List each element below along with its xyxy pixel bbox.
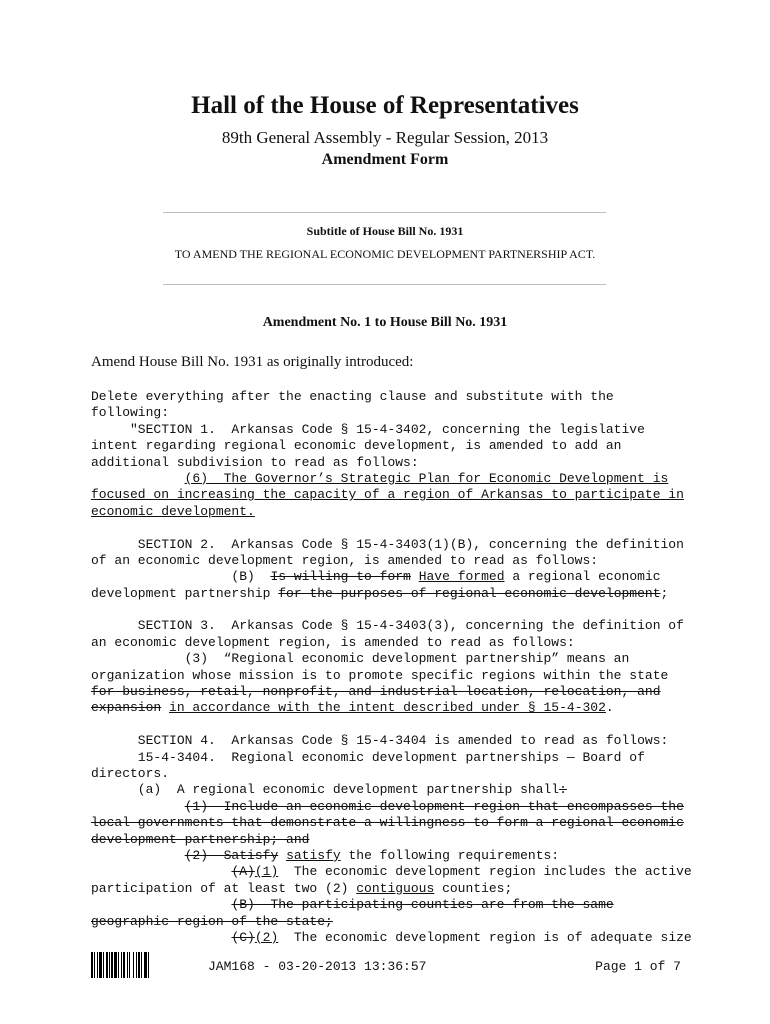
inserted-text: Have formed [418,569,505,585]
body-line [91,602,691,618]
body-line [91,684,691,700]
body-line [91,832,691,848]
body-text: of an economic development region, is amended to read as follows: [91,552,599,568]
body-line [91,389,691,405]
body-text [161,700,169,715]
form-name: Amendment Form [321,151,449,168]
body-text: SECTION 3. Arkansas Code § 15-4-3403(3), concerning the definition of [91,618,684,634]
body-text: additional subdivision to read as follows: [91,454,419,470]
barcode-bar [118,952,119,978]
body-text [91,471,185,486]
barcode-bar [106,952,108,978]
body-text: SECTION 4. Arkansas Code § 15-4-3404 is amended to read as follows: [91,733,669,749]
body-line [91,504,691,520]
body-line [91,700,691,716]
body-text: participation of at least two (2) [91,880,357,896]
body-text [91,799,185,814]
barcode-bar [114,952,117,978]
barcode-bar [103,952,104,978]
body-text: following: [91,405,170,421]
body-line [91,815,691,831]
body-text: organization whose mission is to promote specific regions within the state [91,667,669,683]
body-line [91,471,691,487]
barcode-bar [91,952,93,978]
struck-text: for the purposes of regional economic development [278,585,661,601]
barcode-bar [141,952,142,978]
barcode-bar [148,952,149,978]
body-text: intent regarding regional economic development, is amended to add an [91,438,622,454]
body-line [91,422,691,438]
struck-text: development partnership; and [91,831,310,847]
page-title: Hall of the House of Representatives [191,92,579,119]
body-text: development partnership [91,585,279,601]
amendment-body [91,389,691,946]
body-text: . [605,700,614,716]
struck-text: expansion [91,700,162,716]
body-text: a regional economic [504,569,661,585]
body-line [91,455,691,471]
body-line [91,537,691,553]
body-text: an economic development region, is amended to read as follows: [91,634,575,650]
body-text: ; [660,585,669,601]
body-text [278,848,286,863]
amendment-intro: Amend House Bill No. 1931 as originally introduced: [91,354,414,370]
body-line [91,487,691,503]
body-line [91,881,691,897]
barcode-bar [109,952,110,978]
struck-text: local governments that demonstrate a willingness to form a regional economic [91,815,684,831]
body-text: directors. [91,765,170,781]
body-line [91,733,691,749]
body-line [91,914,691,930]
struck-text: geographic region of the state; [91,913,333,929]
barcode-bar [99,952,102,978]
inserted-text: in accordance with the intent described under § 15-4-302 [169,700,606,716]
inserted-text: (1) [254,864,279,880]
body-line [91,717,691,733]
body-line [91,586,691,602]
body-line [91,553,691,569]
body-line [91,782,691,798]
inserted-text: satisfy [286,847,341,863]
struck-text: (B) The participating counties are from the same [231,897,614,913]
body-line [91,635,691,651]
document-id: JAM168 - 03-20-2013 13:36:57 [208,959,427,974]
struck-text: (C) [231,929,255,945]
barcode-bar [123,952,125,978]
body-text: 15-4-3404. Regional economic development partnerships — Board of [91,749,645,765]
inserted-text: (2) [254,929,279,945]
page-number: Page 1 of 7 [595,959,681,974]
barcode-bar [144,952,147,978]
body-text: The economic development region is of adequate size [278,929,692,945]
barcode-bar [133,952,134,978]
body-line [91,848,691,864]
body-text: the following requirements: [340,847,560,863]
barcode-bar [129,952,130,978]
struck-text: for business, retail, nonprofit, and industrial location, relocation, and [91,684,661,700]
inserted-text: economic development. [91,503,255,519]
amendment-heading: Amendment No. 1 to House Bill No. 1931 [262,315,508,330]
struck-text: (A) [231,864,255,880]
body-text: "SECTION 1. Arkansas Code § 15-4-3402, concerning the legislative [91,421,645,437]
body-line [91,618,691,634]
body-text: The economic development region includes the active [278,864,692,880]
divider-top [163,212,606,213]
body-line [91,766,691,782]
body-line [91,405,691,421]
body-line [91,520,691,536]
session-line: 89th General Assembly - Regular Session, 2013 [221,128,549,147]
struck-text: (1) Include an economic development region that encompasses the [184,798,684,814]
body-line [91,668,691,684]
divider-bottom [163,284,606,285]
struck-text: (2) Satisfy [184,847,279,863]
body-text [411,569,419,584]
barcode-bar [121,952,122,978]
struck-text: : [559,782,567,798]
body-text [91,930,231,945]
body-text: (3) “Regional economic development partnership” means an [91,651,630,667]
barcode-bar [97,952,98,978]
inserted-text: focused on increasing the capacity of a region of Arkansas to participate in [91,487,684,503]
body-line [91,864,691,880]
barcode-bar [94,952,95,978]
body-text [91,848,185,863]
body-text: (B) [91,569,271,585]
barcode-bar [136,952,137,978]
body-line [91,438,691,454]
subtitle-text: TO AMEND THE REGIONAL ECONOMIC DEVELOPMENT PARTNERSHIP ACT. [174,247,596,261]
body-text [91,897,231,912]
struck-text: Is willing to form [270,569,411,585]
body-line [91,897,691,913]
body-text: counties; [434,880,513,896]
body-line [91,651,691,667]
barcode-bar [138,952,140,978]
subtitle-label: Subtitle of House Bill No. 1931 [306,224,464,238]
body-line [91,750,691,766]
page-footer [91,952,681,978]
barcode-bar [111,952,113,978]
body-text: SECTION 2. Arkansas Code § 15-4-3403(1)(B), concerning the definition [91,536,684,552]
inserted-text: (6) The Governor’s Strategic Plan for Economic Development is [184,470,669,486]
body-line [91,569,691,585]
body-text [91,864,231,879]
inserted-text: contiguous [356,880,435,896]
barcode-icon [91,952,179,978]
body-text: (a) A regional economic development partnership shall [91,782,560,798]
body-line [91,799,691,815]
barcode-bar [127,952,128,978]
body-text: Delete everything after the enacting clause and substitute with the [91,389,614,404]
body-line [91,930,691,946]
